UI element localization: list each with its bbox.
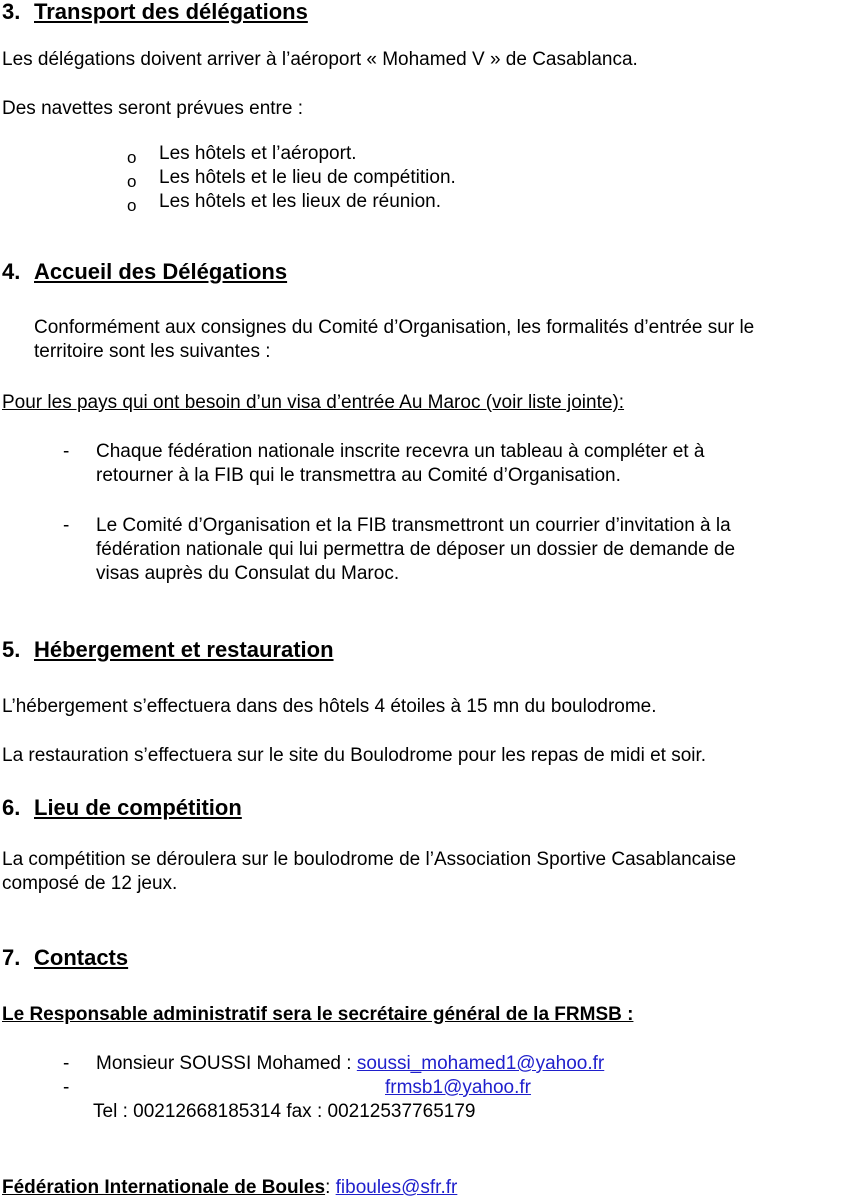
paragraph: La restauration s’effectuera sur le site du Boulodrome pour les repas de midi et soir. [2,745,707,766]
list-item-line: visas auprès du Consulat du Maroc. [96,563,400,584]
section-4-heading [2,259,287,285]
paragraph: L’hébergement s’effectuera dans des hôtels 4 étoiles à 15 mn du boulodrome. [2,696,657,717]
responsible-heading: Le Responsable administratif sera le secrétaire général de la FRMSB : [2,1004,634,1025]
list-item-line: Le Comité d’Organisation et la FIB transmettront un courrier d’invitation à la [96,515,731,536]
section-title: Lieu de compétition [34,795,242,820]
section-5-heading [2,637,334,663]
section-number: 3. [2,0,21,24]
section-title: Transport des délégations [34,0,308,24]
dash-bullet-icon: - [63,441,70,462]
dash-bullet-icon: - [63,1053,70,1074]
bullet-circle-icon: o [127,172,137,191]
list-item-line: fédération nationale qui lui permettra de déposer un dossier de demande de [96,539,736,560]
visa-subheading: Pour les pays qui ont besoin d’un visa d’entrée Au Maroc (voir liste jointe): [2,392,625,413]
dash-bullet-icon: - [63,1077,70,1098]
paragraph-line: composé de 12 jeux. [2,873,178,894]
bullet-circle-icon: o [127,196,137,215]
list-item: Les hôtels et l’aéroport. [159,143,357,164]
section-number: 4. [2,259,21,284]
dash-bullet-icon: - [63,515,70,536]
email-link-soussi[interactable]: soussi_mohamed1@yahoo.fr [356,1053,605,1074]
tel-fax-line: Tel : 00212668185314 fax : 00212537765179 [93,1101,476,1122]
list-item: Les hôtels et les lieux de réunion. [159,191,442,212]
paragraph: Des navettes seront prévues entre : [2,98,303,119]
section-title: Hébergement et restauration [34,637,334,662]
section-3-heading [2,0,308,25]
section-number: 7. [2,945,21,970]
email-link-frmsb[interactable]: frmsb1@yahoo.fr [385,1077,532,1098]
section-number: 6. [2,795,21,820]
fib-separator: : [325,1177,336,1198]
section-title: Accueil des Délégations [34,259,288,284]
paragraph-line: territoire sont les suivantes : [34,341,271,362]
list-item-line: Chaque fédération nationale inscrite recevra un tableau à compléter et à [96,441,705,462]
paragraph-line: Conformément aux consignes du Comité d’Organisation, les formalités d’entrée sur le [34,317,755,338]
section-number: 5. [2,637,21,662]
paragraph-line: La compétition se déroulera sur le boulodrome de l’Association Sportive Casablancaise [2,849,737,870]
fib-label: Fédération Internationale de Boules [2,1177,326,1198]
paragraph: Les délégations doivent arriver à l’aéroport « Mohamed V » de Casablanca. [2,49,638,70]
bullet-circle-icon: o [127,148,137,167]
list-item-line: retourner à la FIB qui le transmettra au Comité d’Organisation. [96,465,621,486]
section-title: Contacts [34,945,129,970]
fib-contact-line [2,1176,457,1200]
contact-line [96,1052,604,1076]
email-link-fib[interactable]: fiboules@sfr.fr [335,1177,458,1198]
section-7-heading [2,945,128,971]
list-item: Les hôtels et le lieu de compétition. [159,167,456,188]
contact-name: Monsieur SOUSSI Mohamed : [96,1053,357,1074]
section-6-heading [2,795,242,821]
